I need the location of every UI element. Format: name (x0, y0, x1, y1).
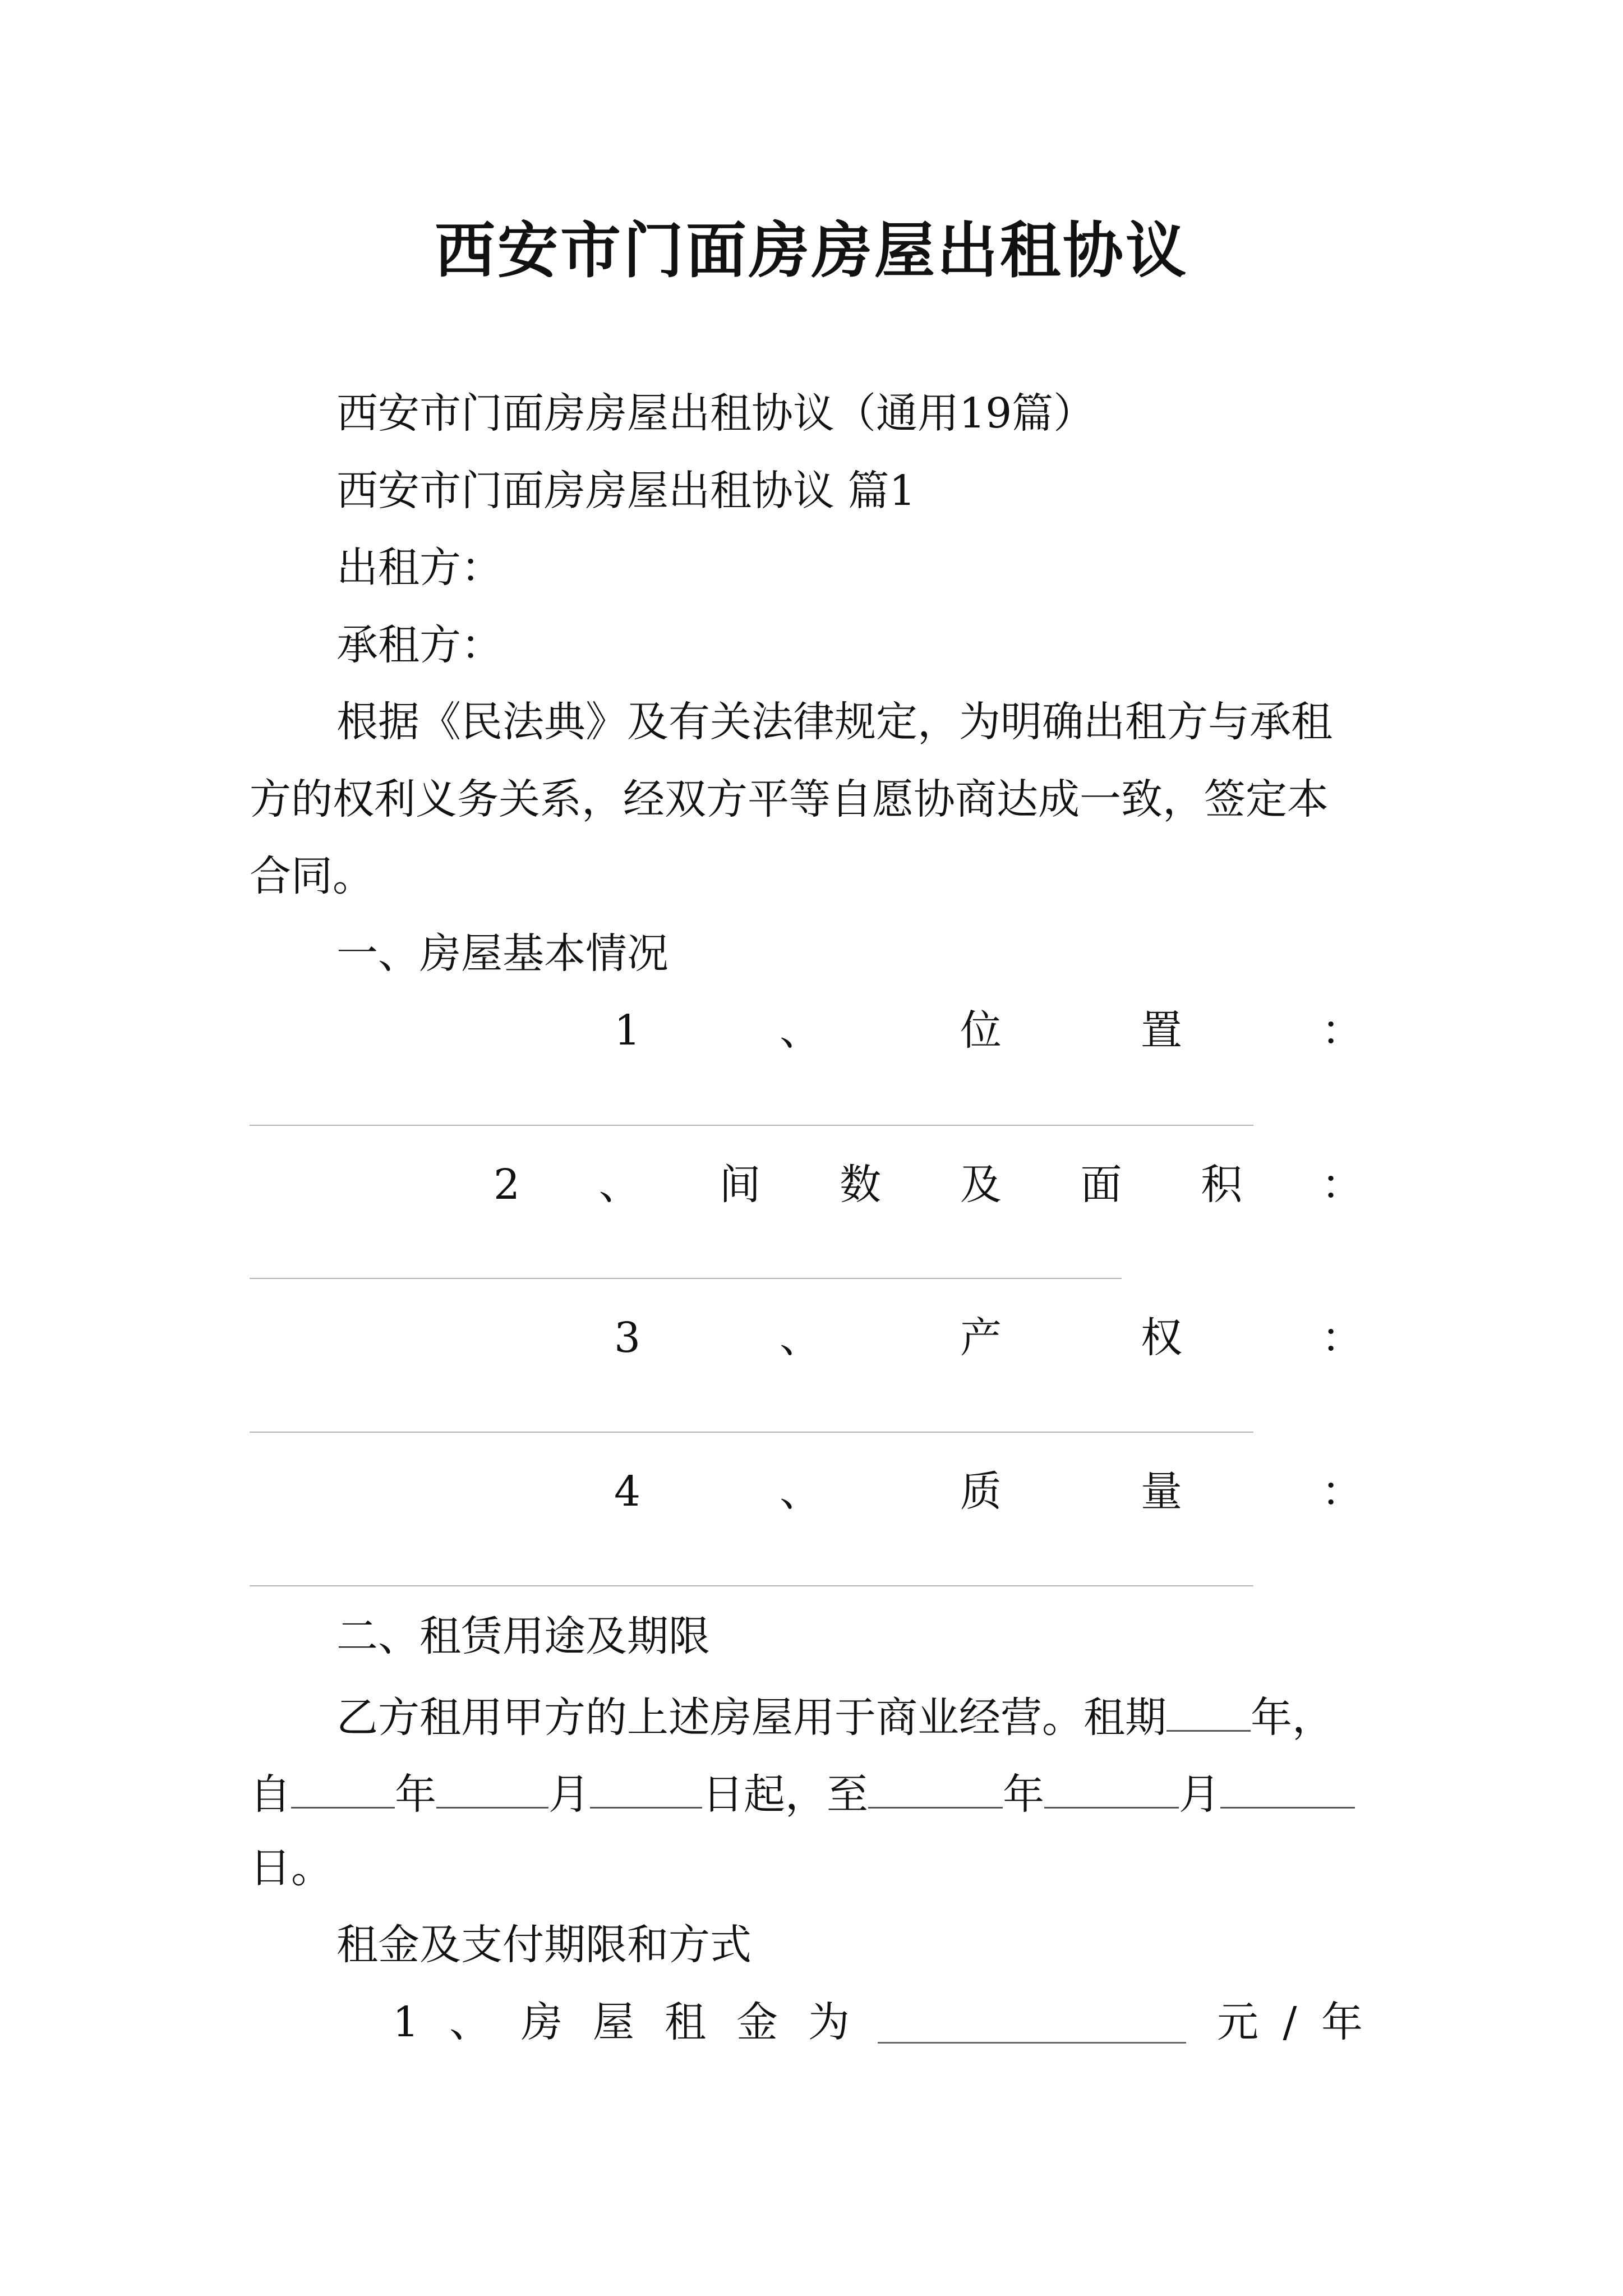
rent-unit-part: 年 (1321, 1998, 1363, 2046)
item-ownership-part: 产 (960, 1314, 1002, 1362)
item-ownership-part: 3 (614, 1314, 641, 1362)
lessee-label: 承租方： (336, 621, 502, 669)
item-location-part: 置 (1141, 1006, 1182, 1055)
blank-rent-amount[interactable] (878, 2042, 1186, 2044)
blank-to-year[interactable] (868, 1770, 1003, 1809)
rent-label-part: 房 (521, 1998, 563, 2046)
lease-term-line-1 (336, 1693, 1334, 1742)
blank-line-location (250, 1125, 1253, 1126)
blank-from-month[interactable] (436, 1770, 548, 1809)
item-quality-part: 、 (780, 1467, 822, 1516)
item-quality-part: 质 (960, 1467, 1002, 1516)
lease-to-month-unit: 月 (1179, 1770, 1220, 1819)
lease-from-year-unit: 年 (395, 1770, 436, 1819)
intro-line-2: 方的权利义务关系，经双方平等自愿协商达成一致，签定本 (250, 775, 1329, 823)
item-rooms-area-part: 面 (1080, 1161, 1122, 1209)
blank-line-quality (250, 1585, 1253, 1586)
rent-label-part: 屋 (593, 1998, 635, 2046)
rent-unit (1217, 1998, 1363, 2046)
rent-amount-label (393, 1998, 850, 2046)
item-quality (614, 1467, 1363, 1516)
item-quality-part: 4 (614, 1467, 641, 1516)
rent-label-part: 租 (665, 1998, 707, 2046)
item-ownership-part: ： (1321, 1314, 1363, 1362)
item-rooms-area-part: 积 (1201, 1161, 1243, 1209)
blank-line-ownership (250, 1432, 1253, 1433)
item-location (614, 1006, 1363, 1055)
item-rooms-area-part: 间 (719, 1161, 761, 1209)
item-quality-part: 量 (1141, 1467, 1182, 1516)
lease-from-month-unit: 月 (548, 1770, 590, 1819)
rent-label-part: 1 (393, 1998, 419, 2046)
subtitle: 西安市门面房房屋出租协议（通用19篇） (336, 389, 1095, 438)
item-location-part: 位 (960, 1006, 1002, 1055)
lease-term-line-3: 日。 (250, 1844, 333, 1892)
item-rooms-area-part: 数 (840, 1161, 882, 1209)
item-ownership-part: 权 (1141, 1314, 1182, 1362)
rent-unit-part: 元 (1217, 1998, 1258, 2046)
intro-line-1: 根据《民法典》及有关法律规定，为明确出租方与承租 (336, 698, 1332, 746)
blank-to-day[interactable] (1220, 1770, 1355, 1809)
rent-label-part: 为 (808, 1998, 850, 2046)
lease-to-year-unit: 年 (1003, 1770, 1044, 1819)
lease-to-label: 日起，至 (702, 1770, 868, 1819)
section1-heading: 一、房屋基本情况 (336, 930, 668, 978)
item-ownership (614, 1314, 1363, 1362)
lease-term-text: 乙方租用甲方的上述房屋用于商业经营。租期 (336, 1694, 1166, 1742)
item-location-part: ： (1321, 1006, 1363, 1055)
rent-label-part: 金 (736, 1998, 778, 2046)
item-location-part: 1 (614, 1006, 641, 1055)
item-ownership-part: 、 (780, 1314, 822, 1362)
blank-from-day[interactable] (590, 1770, 702, 1809)
lease-term-line-2 (250, 1770, 1355, 1819)
item-rooms-area-part: 2 (494, 1161, 520, 1209)
blank-years[interactable] (1166, 1693, 1251, 1732)
rent-label-part: 、 (449, 1998, 491, 2046)
item-quality-part: ： (1321, 1467, 1363, 1516)
blank-to-month[interactable] (1044, 1770, 1179, 1809)
section3-heading: 租金及支付期限和方式 (336, 1921, 751, 1969)
item-location-part: 、 (780, 1006, 822, 1055)
rent-unit-part: / (1283, 1998, 1297, 2046)
item-rooms-area-part: 、 (598, 1161, 640, 1209)
section2-heading: 二、租赁用途及期限 (336, 1612, 710, 1660)
intro-line-3: 合同。 (250, 852, 374, 900)
blank-line-rooms-area (250, 1278, 1122, 1279)
item-rooms-area-part: 及 (960, 1161, 1002, 1209)
item-rooms-area (494, 1161, 1363, 1209)
part-heading: 西安市门面房房屋出租协议 篇1 (336, 467, 916, 515)
lessor-label: 出租方： (336, 544, 502, 592)
item-rooms-area-part: ： (1321, 1161, 1363, 1209)
lease-term-year-unit: 年， (1251, 1694, 1334, 1742)
document-title: 西安市门面房房屋出租协议 (434, 216, 1188, 286)
blank-from-year[interactable] (291, 1770, 395, 1809)
lease-from-label: 自 (250, 1770, 291, 1819)
